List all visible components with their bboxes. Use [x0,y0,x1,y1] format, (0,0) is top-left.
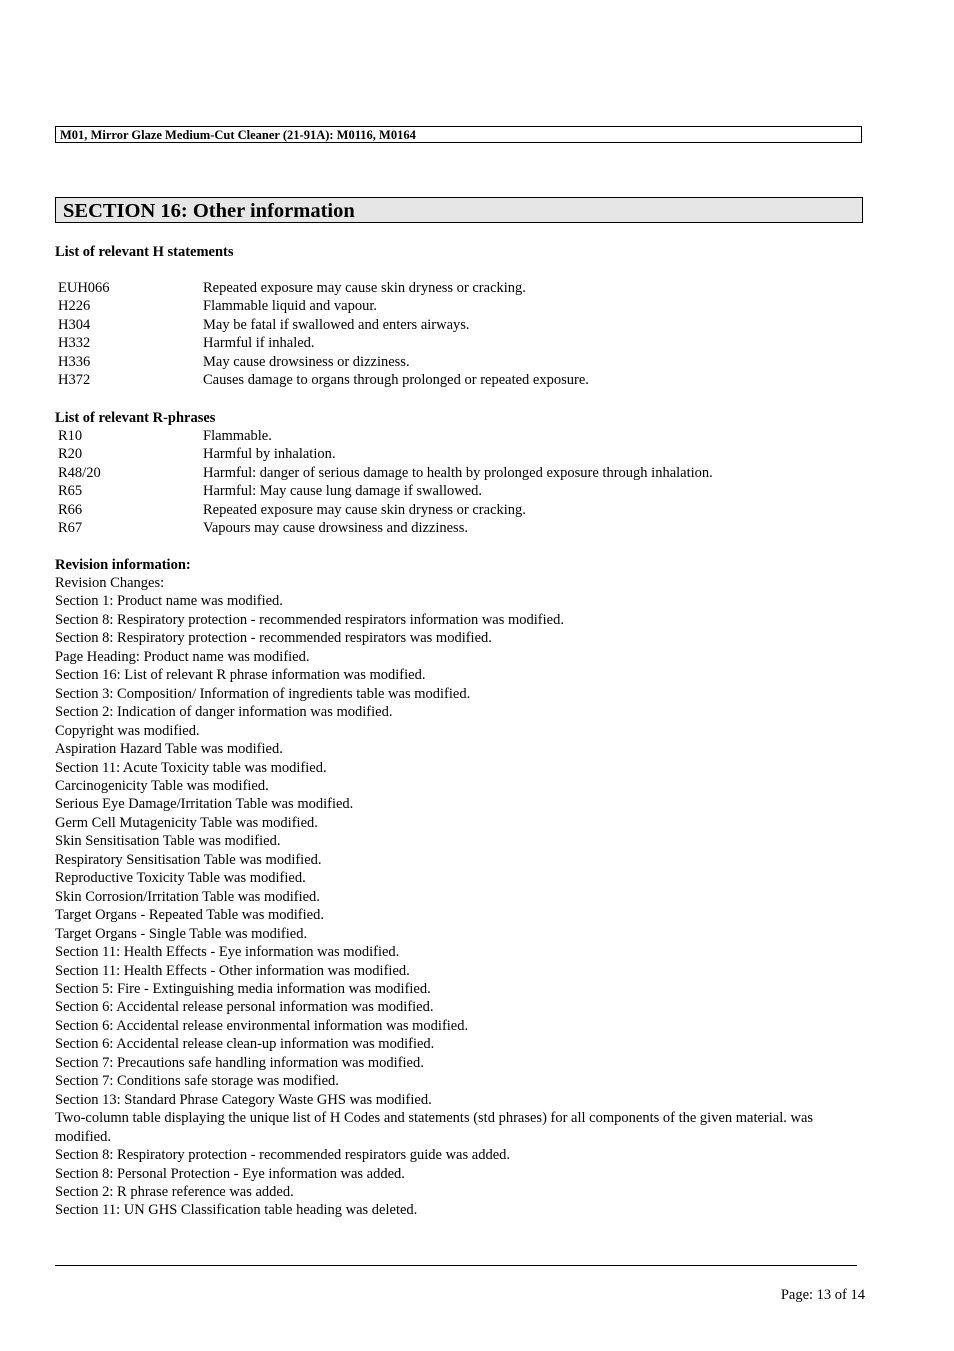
list-item: Section 7: Precautions safe handling information was modified. [55,1054,424,1071]
list-item: Section 6: Accidental release personal information was modified. [55,999,434,1016]
list-item: Carcinogenicity Table was modified. [55,777,269,794]
list-item: Copyright was modified. [55,722,200,739]
product-title: M01, Mirror Glaze Medium-Cut Cleaner (21-91A): M0116, M0164 [60,128,416,142]
page-number: Page: 13 of 14 [780,1287,865,1303]
code-cell: R10 [58,428,83,444]
statement-cell: Repeated exposure may cause skin dryness or cracking. [203,280,526,296]
list-item: Section 11: Health Effects - Other information was modified. [55,962,410,979]
list-item: Section 8: Respiratory protection - recommended respirators guide was added. [55,1147,511,1164]
code-cell: H332 [58,335,91,352]
statement-cell: Harmful: May cause lung damage if swallowed. [203,483,483,500]
statement-cell: Flammable. [203,428,272,444]
statement-cell: Vapours may cause drowsiness and dizziness. [203,519,468,536]
statement-cell: Causes damage to organs through prolonged or repeated exposure. [203,371,589,388]
statement-cell: May be fatal if swallowed and enters airways. [203,316,470,333]
list-item: Page Heading: Product name was modified. [55,648,310,665]
statement-cell: Repeated exposure may cause skin dryness or cracking. [203,501,526,518]
list-item: Section 2: Indication of danger information was modified. [55,704,393,721]
h-statements-heading: List of relevant H statements [55,244,234,260]
code-cell: EUH066 [58,280,110,296]
code-cell: R20 [58,446,83,463]
list-item: Section 3: Composition/ Information of ingredients table was modified. [55,685,471,702]
list-item: Section 8: Personal Protection - Eye information was added. [55,1165,405,1182]
code-cell: H304 [58,316,91,333]
statement-cell: May cause drowsiness or dizziness. [203,353,410,370]
list-item: Target Organs - Repeated Table was modified. [55,907,324,924]
code-cell: R65 [58,483,83,500]
code-cell: H372 [58,371,91,388]
list-item: Reproductive Toxicity Table was modified. [55,870,306,887]
section-heading [55,197,863,223]
statement-cell: Flammable liquid and vapour. [203,298,377,315]
list-item: Respiratory Sensitisation Table was modified. [55,851,322,868]
list-item: Serious Eye Damage/Irritation Table was modified. [55,796,354,813]
document-header [55,126,862,143]
list-item: Section 8: Respiratory protection - recommended respirators was modified. [55,630,492,647]
section-title-text: SECTION 16: Other information [63,200,355,222]
code-cell: R66 [58,501,83,518]
code-cell: R67 [58,519,83,536]
list-item: Two-column table displaying the unique list of H Codes and statements (std phrases) for all components of the given material. was modified. [55,1110,814,1145]
list-item: Section 6: Accidental release clean-up information was modified. [55,1036,435,1053]
statement-cell: Harmful by inhalation. [203,446,336,463]
list-item: Target Organs - Single Table was modified. [55,925,308,942]
list-item: Germ Cell Mutagenicity Table was modified. [55,814,318,831]
revision-heading: Revision information: [55,557,191,573]
list-item: Section 16: List of relevant R phrase information was modified. [55,667,426,684]
list-item: Aspiration Hazard Table was modified. [55,741,283,758]
list-item: Section 11: Acute Toxicity table was modified. [55,759,327,776]
r-phrases-heading: List of relevant R-phrases [55,410,216,426]
list-item: Revision Changes: [55,575,165,591]
list-item: Section 2: R phrase reference was added. [55,1183,294,1200]
statement-cell: Harmful if inhaled. [203,335,315,352]
list-item: Section 11: Health Effects - Eye information was modified. [55,944,400,961]
statement-cell: Harmful: danger of serious damage to health by prolonged exposure through inhalation. [203,464,713,481]
list-item: Skin Corrosion/Irritation Table was modified. [55,888,320,905]
list-item: Section 6: Accidental release environmental information was modified. [55,1017,469,1034]
footer-divider [55,1265,857,1266]
revision-changes-list [55,574,845,1220]
list-item: Section 8: Respiratory protection - recommended respirators information was modified. [55,611,564,628]
list-item: Section 5: Fire - Extinguishing media information was modified. [55,980,431,997]
code-cell: R48/20 [58,464,101,481]
list-item: Section 1: Product name was modified. [55,593,283,610]
code-cell: H226 [58,298,91,315]
list-item: Skin Sensitisation Table was modified. [55,833,281,850]
code-cell: H336 [58,353,91,370]
list-item: Section 7: Conditions safe storage was modified. [55,1073,339,1090]
list-item: Section 11: UN GHS Classification table heading was deleted. [55,1202,418,1219]
list-item: Section 13: Standard Phrase Category Waste GHS was modified. [55,1091,432,1108]
